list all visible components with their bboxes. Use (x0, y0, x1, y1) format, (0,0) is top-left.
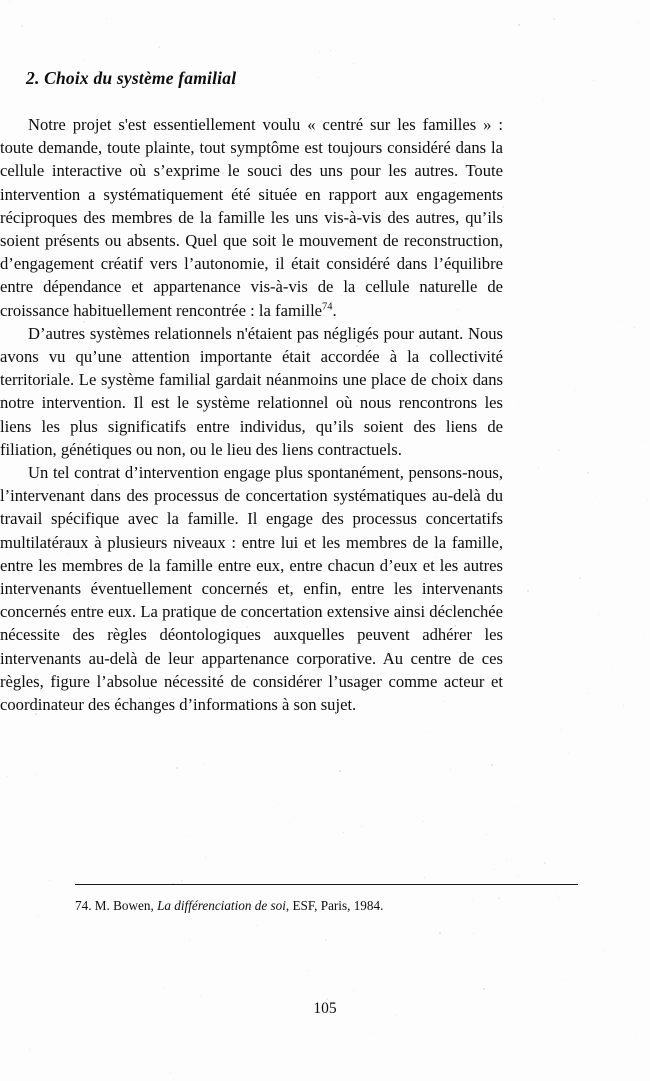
scan-speck (325, 939, 327, 941)
footnote-area (75, 884, 578, 914)
scan-speck (612, 666, 613, 667)
scan-speck (423, 821, 424, 822)
scan-speck (318, 77, 319, 78)
scan-speck (294, 817, 295, 818)
scan-speck (587, 472, 589, 474)
scan-speck (21, 25, 23, 27)
paragraph-3-text: Un tel contrat d’intervention engage plus spontanément, pensons-nous, l’intervenant dans des processus de concertation systématiques au-delà du travail spécifique avec la famille. Il engage des processus concertatifs multilatéraux à plusieurs niveaux : entre lui et les membres de la famille, entre les membres de la famille entre eux, entre chacun d’eux et les autres intervenants éventuellement concernés et, enfin, entre les intervenants concernés entre eux. La pratique de concertation extensive ainsi déclenchée nécessite des règles déontologiques auxquelles peuvent adhérer les intervenants au-delà de leur appartenance corporative. Au centre de ces règles, figure l’absolue nécessité de considérer l’usager comme acteur et coordinateur des échanges d’informations à son sujet. (0, 463, 503, 715)
scan-speck (538, 468, 539, 469)
scan-speck (514, 806, 515, 807)
page-number: 105 (313, 1000, 337, 1017)
scan-speck (486, 834, 487, 835)
scan-speck (330, 50, 331, 51)
scan-speck (36, 774, 37, 775)
scan-speck (599, 614, 600, 615)
scan-speck (439, 932, 441, 934)
scan-speck (9, 1, 10, 2)
scan-speck (256, 925, 257, 926)
scan-speck (158, 46, 160, 48)
scan-speck (618, 320, 619, 321)
paragraph-2 (0, 322, 503, 461)
scan-speck (38, 915, 39, 916)
scan-speck (319, 51, 320, 52)
paragraph-1-text: Notre projet s'est essentiellement voulu « centré sur les familles » : toute demande, toute plainte, tout symptôme est toujours considéré dans la cellule interactive où s’exprime le souci des uns pour les autres. Toute intervention a systématiquement été située en rapport aux engagements réciproques des membres de la famille les uns vis-à-vis des autres, qu’ils soient présents ou absents. Quel que soit le mouvement de reconstruction, d’engagement créatif vers l’autonomie, il était considéré dans l’équilibre entre dépendance et appartenance vis-à-vis de la cellule naturelle de croissance habituellement rencontrée : la famille (0, 115, 503, 320)
scan-speck (506, 859, 507, 860)
scan-speck (332, 813, 333, 814)
body-text-block (0, 113, 503, 716)
scan-speck (594, 899, 595, 900)
scan-speck (473, 933, 474, 934)
scan-speck (361, 826, 362, 827)
scan-speck (330, 833, 331, 834)
scan-speck (642, 441, 643, 442)
scan-speck (261, 77, 262, 78)
scan-speck (353, 63, 354, 64)
scan-speck (588, 693, 589, 694)
scan-speck (339, 770, 341, 772)
scan-speck (308, 970, 309, 971)
scan-speck (373, 1032, 374, 1033)
scan-speck (205, 857, 206, 858)
scan-speck (543, 100, 544, 101)
scan-speck (353, 990, 354, 991)
scan-speck (176, 767, 178, 769)
scan-speck (491, 764, 493, 766)
scan-speck (565, 979, 566, 980)
scan-speck (170, 1072, 171, 1073)
scan-speck (575, 390, 576, 391)
paragraph-1 (0, 113, 503, 322)
scan-speck (450, 769, 451, 770)
page-title: 2. Choix du système familial (26, 68, 237, 88)
scan-speck (518, 875, 519, 876)
footnote-publisher: , ESF, Paris, 1984. (285, 898, 384, 913)
scan-speck (275, 991, 276, 992)
scan-speck (343, 832, 344, 833)
footnote-title: La différenciation de soi (157, 898, 286, 913)
scan-speck (579, 577, 581, 579)
scan-speck (115, 852, 116, 853)
scan-speck (181, 880, 183, 882)
scan-speck (106, 18, 107, 19)
scan-speck (546, 931, 547, 932)
scan-speck (518, 24, 520, 26)
scan-speck (83, 59, 84, 60)
scan-speck (561, 833, 562, 834)
scan-speck (189, 939, 190, 940)
scan-speck (596, 496, 597, 497)
scan-speck (163, 987, 164, 988)
scan-speck (527, 590, 529, 592)
scan-speck (635, 1037, 636, 1038)
footnote-number: 74. (75, 898, 92, 913)
scan-speck (544, 862, 546, 864)
scan-speck (558, 449, 560, 451)
scan-speck (595, 938, 596, 939)
scan-speck (634, 327, 635, 328)
paragraph-1-tail: . (332, 300, 337, 320)
scan-speck (204, 763, 205, 764)
scan-speck (643, 634, 644, 635)
scan-speck (29, 1049, 30, 1050)
scan-speck (278, 803, 279, 804)
scan-speck (593, 80, 594, 81)
scan-speck (630, 629, 631, 630)
scan-speck (483, 988, 485, 990)
scan-speck (623, 705, 624, 706)
footnote-74 (75, 897, 578, 914)
footnote-separator-rule (75, 884, 578, 885)
scan-speck (553, 18, 555, 20)
scan-speck (603, 950, 604, 951)
scan-speck (49, 880, 50, 881)
scan-speck (424, 877, 425, 878)
scan-speck (647, 499, 648, 500)
scan-speck (554, 349, 555, 350)
scan-speck (638, 22, 639, 23)
scan-speck (568, 752, 569, 753)
scan-speck (429, 732, 430, 733)
paragraph-3 (0, 461, 503, 716)
footnote-marker-74[interactable]: 74 (322, 301, 333, 313)
footnote-author: M. Bowen, (94, 898, 154, 913)
scan-speck (189, 835, 190, 836)
paragraph-2-text: D’autres systèmes relationnels n'étaient pas négligés pour autant. Nous avons vu qu’une attention importante était accordée à la collectivité territoriale. Le système familial gardait néanmoins une place de choix dans notre intervention. Il est le système relationnel où nous rencontrons les liens les plus significatifs entre individus, qu’ils soient des liens de filiation, génétiques ou non, ou le lieu des liens contractuels. (0, 323, 503, 459)
scan-speck (7, 776, 8, 777)
scan-speck (518, 402, 519, 403)
scan-speck (536, 579, 537, 580)
scan-speck (560, 729, 561, 730)
scan-speck (494, 869, 495, 870)
scan-speck (200, 995, 201, 996)
